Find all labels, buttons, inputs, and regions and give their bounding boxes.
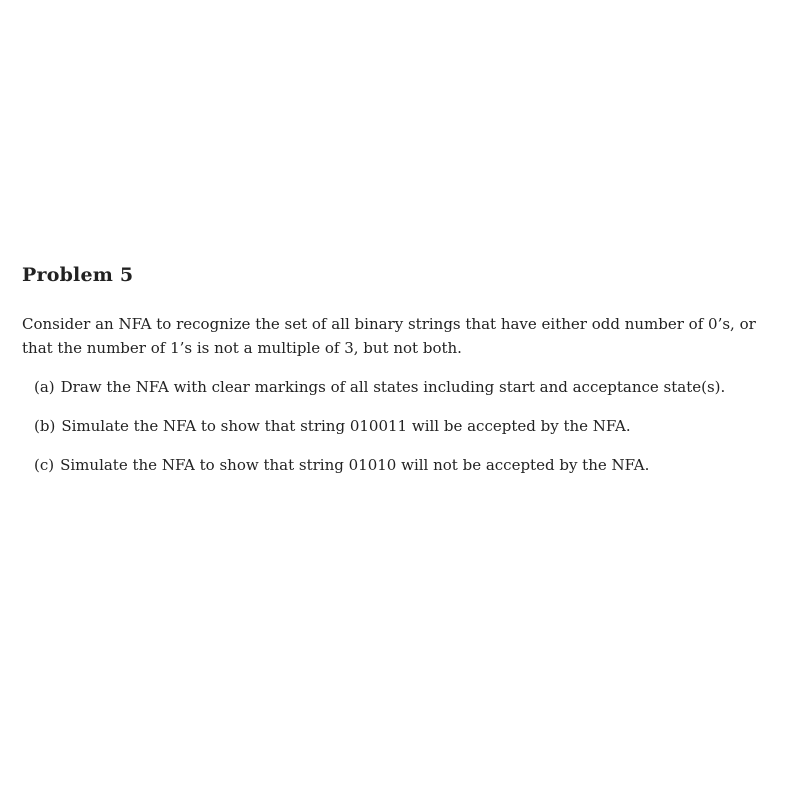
problem-part-b: [22, 414, 772, 438]
part-label: (b): [34, 417, 56, 435]
problem-parts-list: [22, 375, 772, 477]
problem-title: Problem 5: [22, 264, 134, 286]
part-text: Simulate the NFA to show that string 01010 will not be accepted by the NFA.: [60, 456, 650, 474]
problem-part-a: [22, 375, 772, 399]
problem-part-c: [22, 453, 772, 477]
problem-block: [22, 262, 772, 492]
part-text: Simulate the NFA to show that string 010011 will be accepted by the NFA.: [61, 417, 631, 435]
part-label: (c): [34, 456, 55, 474]
problem-statement-line-1: Consider an NFA to recognize the set of all binary strings that have either odd number of 0’s, or: [22, 315, 756, 333]
problem-statement: [22, 312, 772, 360]
part-text: Draw the NFA with clear markings of all states including start and acceptance state(s).: [60, 378, 726, 396]
problem-statement-line-2: that the number of 1’s is not a multiple of 3, but not both.: [22, 339, 462, 357]
part-label: (a): [34, 378, 55, 396]
